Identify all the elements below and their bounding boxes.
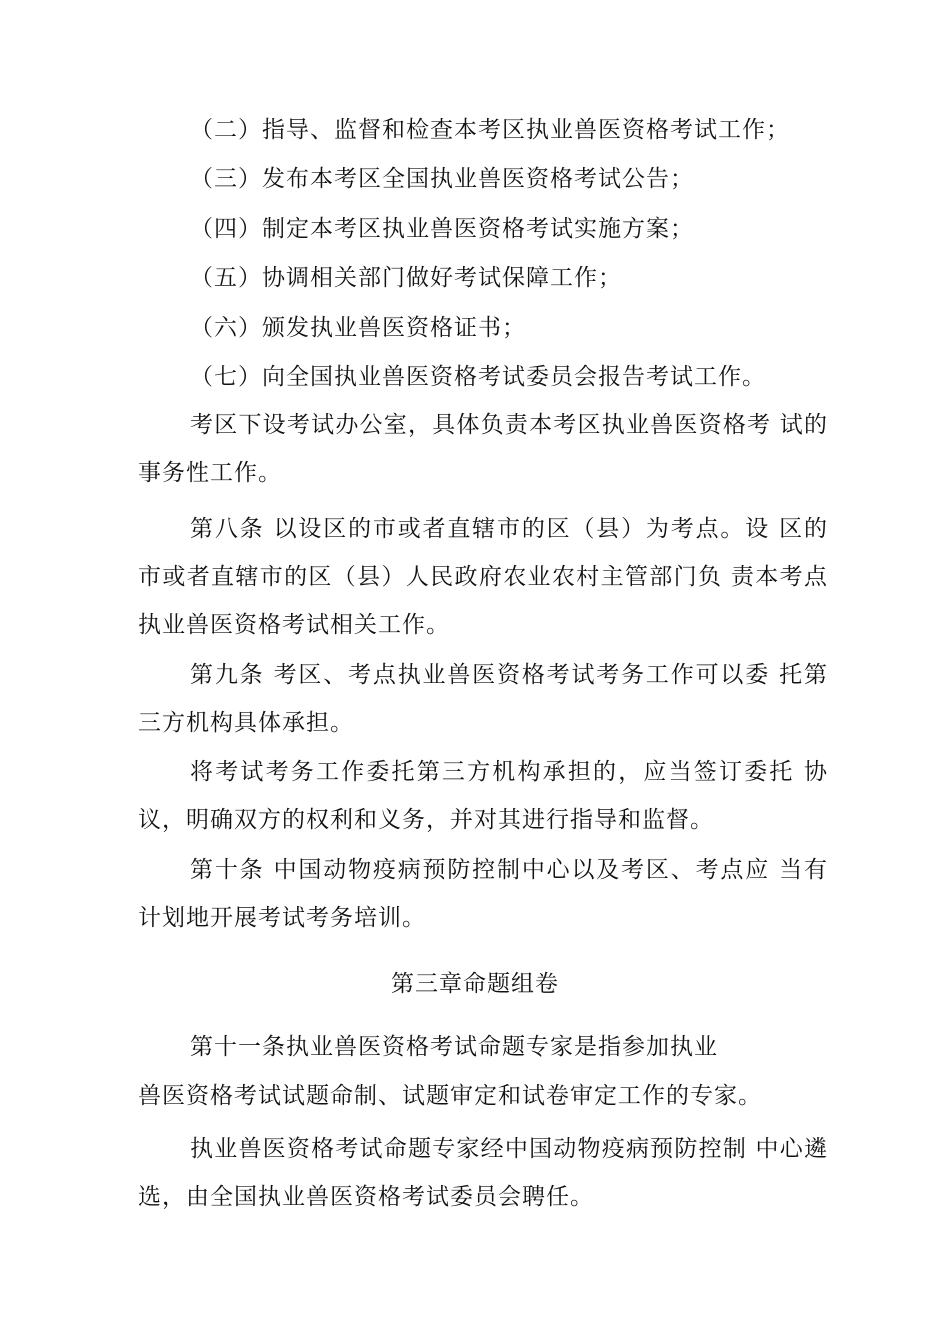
list-item: （二）指导、监督和检查本考区执业兽医资格考试工作； bbox=[190, 117, 790, 143]
paragraph-article-8: 第八条 以设区的市或者直辖市的区（县）为考点。设 区的市或者直辖市的区（县）人民政府农业农村主管部门负 责本考点执业兽医资格考试相关工作。 bbox=[138, 516, 828, 638]
paragraph-experts: 执业兽医资格考试命题专家经中国动物疫病预防控制 中心遴选，由全国执业兽医资格考试委员会聘任。 bbox=[138, 1136, 828, 1210]
chapter-heading: 第三章命题组卷 bbox=[391, 971, 559, 997]
paragraph-article-11: 第十一条执业兽医资格考试命题专家是指参加执业 bbox=[190, 1034, 718, 1060]
list-item: （三）发布本考区全国执业兽医资格考试公告； bbox=[190, 166, 694, 192]
paragraph-exam-office: 考区下设考试办公室，具体负责本考区执业兽医资格考 试的事务性工作。 bbox=[138, 412, 828, 486]
paragraph-article-9: 第九条 考区、考点执业兽医资格考试考务工作可以委 托第三方机构具体承担。 bbox=[138, 662, 828, 736]
list-item: （五）协调相关部门做好考试保障工作； bbox=[190, 265, 622, 291]
list-item: （六）颁发执业兽医资格证书； bbox=[190, 315, 526, 341]
paragraph-article-11-continued: 兽医资格考试试题命制、试题审定和试卷审定工作的专家。 bbox=[138, 1083, 762, 1109]
paragraph-article-10: 第十条 中国动物疫病预防控制中心以及考区、考点应 当有计划地开展考试考务培训。 bbox=[138, 857, 828, 931]
list-item: （四）制定本考区执业兽医资格考试实施方案； bbox=[190, 216, 694, 242]
paragraph-entrustment: 将考试考务工作委托第三方机构承担的，应当签订委托 协议，明确双方的权利和义务，并对其进行指导和监督。 bbox=[138, 759, 828, 833]
list-item: （七）向全国执业兽医资格考试委员会报告考试工作。 bbox=[190, 364, 766, 390]
